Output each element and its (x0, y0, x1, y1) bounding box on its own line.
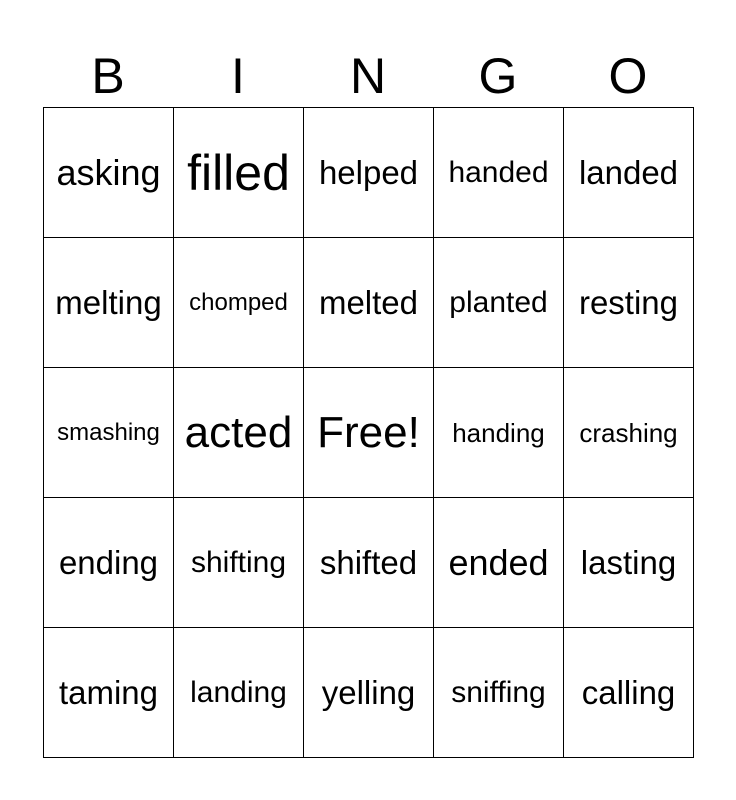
bingo-cell[interactable]: resting (564, 238, 694, 368)
bingo-cell[interactable]: handing (434, 368, 564, 498)
bingo-cell[interactable]: melted (304, 238, 434, 368)
bingo-cell[interactable]: landed (564, 108, 694, 238)
bingo-cell[interactable]: planted (434, 238, 564, 368)
header-letter-i: I (231, 48, 245, 104)
bingo-cell[interactable]: taming (44, 628, 174, 758)
bingo-cell[interactable]: smashing (44, 368, 174, 498)
bingo-cell[interactable]: filled (174, 108, 304, 238)
bingo-board (43, 107, 694, 758)
header-letter-g: G (478, 48, 518, 104)
header-letter-n: N (349, 48, 387, 104)
header-letter-o: O (608, 48, 648, 104)
bingo-cell[interactable]: helped (304, 108, 434, 238)
bingo-cell[interactable]: chomped (174, 238, 304, 368)
bingo-cell[interactable]: handed (434, 108, 564, 238)
bingo-cell[interactable]: sniffing (434, 628, 564, 758)
bingo-cell[interactable]: shifting (174, 498, 304, 628)
bingo-cell[interactable]: lasting (564, 498, 694, 628)
bingo-cell[interactable]: yelling (304, 628, 434, 758)
bingo-header (43, 44, 693, 108)
bingo-cell[interactable]: shifted (304, 498, 434, 628)
bingo-cell[interactable]: melting (44, 238, 174, 368)
bingo-cell[interactable]: ended (434, 498, 564, 628)
bingo-cell[interactable]: crashing (564, 368, 694, 498)
free-space-cell[interactable]: Free! (304, 368, 434, 498)
header-letter-b: B (91, 48, 125, 104)
bingo-cell[interactable]: acted (174, 368, 304, 498)
bingo-cell[interactable]: landing (174, 628, 304, 758)
bingo-cell[interactable]: calling (564, 628, 694, 758)
bingo-cell[interactable]: asking (44, 108, 174, 238)
bingo-cell[interactable]: ending (44, 498, 174, 628)
